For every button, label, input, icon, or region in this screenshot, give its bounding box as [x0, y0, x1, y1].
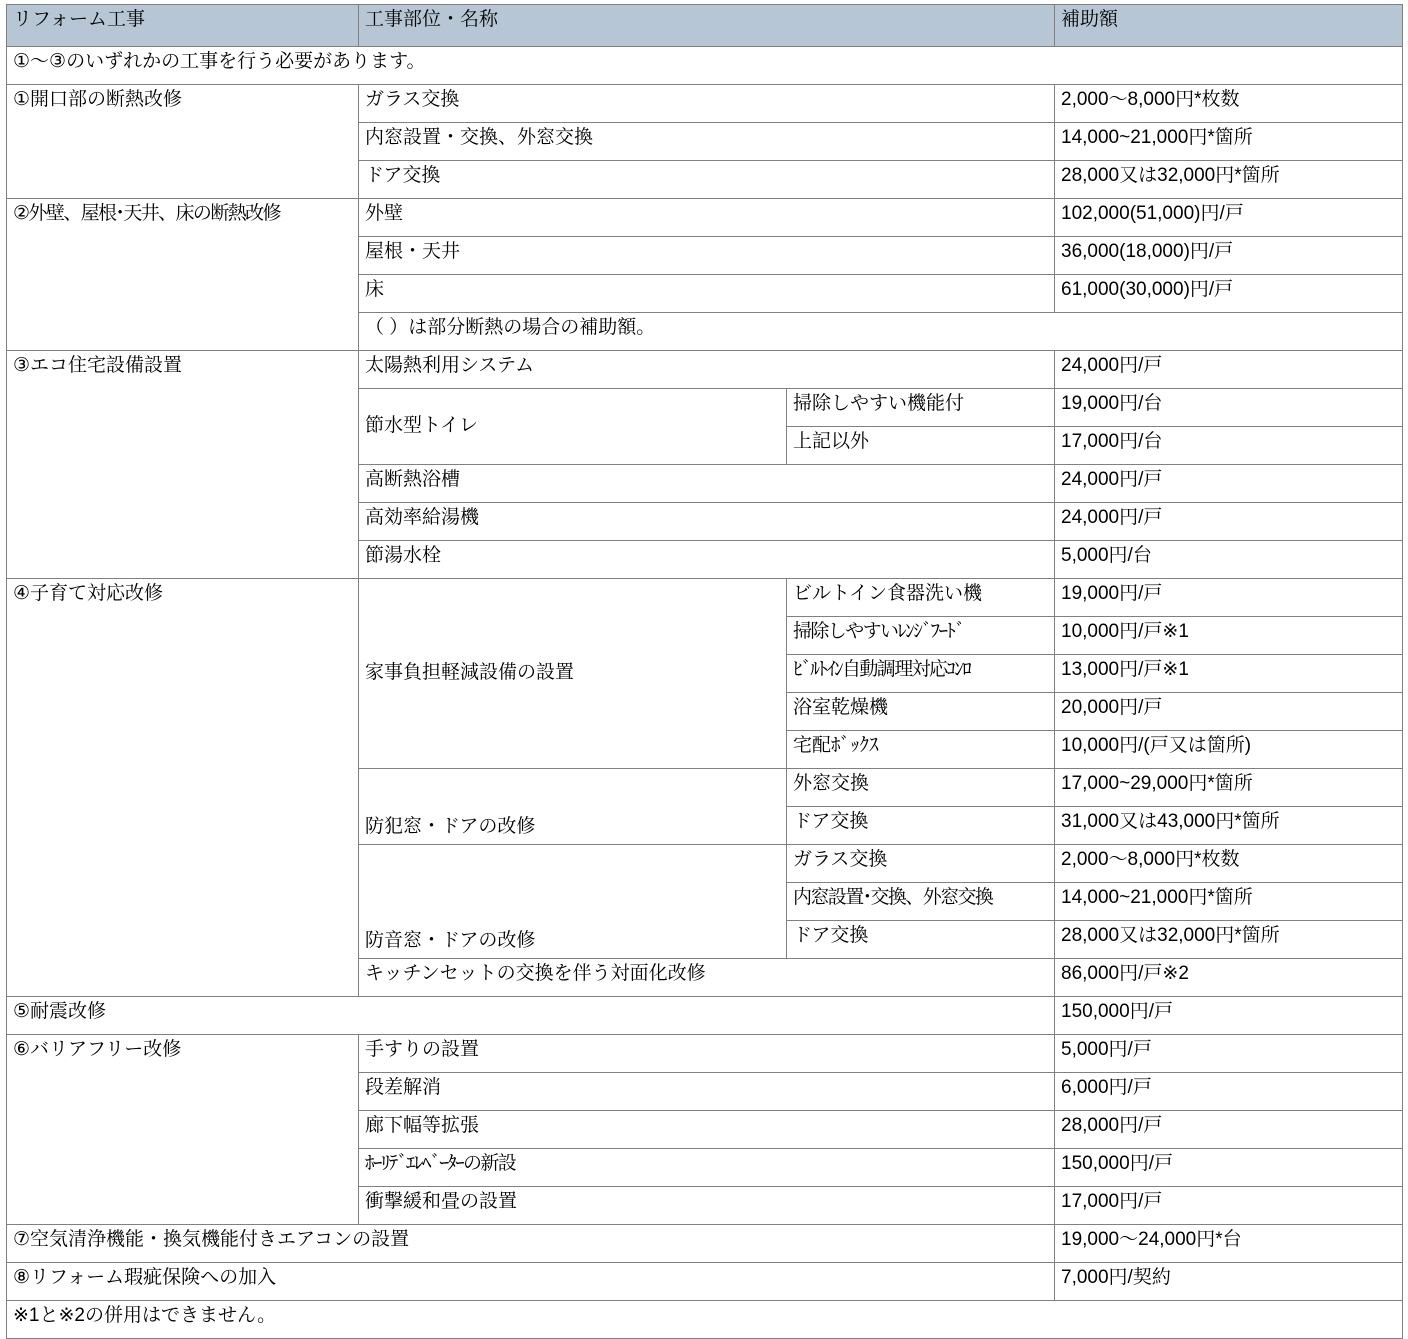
- work-subname: 掃除しやすい機能付: [787, 389, 1055, 427]
- amount: 13,000円/戸※1: [1055, 655, 1403, 693]
- table-row: [7, 47, 1403, 85]
- work-name: 屋根・天井: [359, 237, 1055, 275]
- work-name: 節水型トイレ: [359, 389, 787, 465]
- work-name: キッチンセットの交換を伴う対面化改修: [359, 959, 1055, 997]
- table-row: [7, 579, 1403, 617]
- category-cell-3: ③エコ住宅設備設置: [7, 351, 359, 579]
- work-name: 防音窓・ドアの改修: [359, 845, 787, 959]
- work-name: 太陽熱利用システム: [359, 351, 1055, 389]
- amount: 5,000円/戸: [1055, 1035, 1403, 1073]
- work-name: 床: [359, 275, 1055, 313]
- work-subname: ドア交換: [787, 807, 1055, 845]
- table-row: [7, 199, 1403, 237]
- work-name: 段差解消: [359, 1073, 1055, 1111]
- amount: 150,000円/戸: [1055, 1149, 1403, 1187]
- work-subname: 上記以外: [787, 427, 1055, 465]
- section-note-2: （ ）は部分断熱の場合の補助額。: [359, 313, 1403, 351]
- amount: 24,000円/戸: [1055, 503, 1403, 541]
- work-name: 高効率給湯機: [359, 503, 1055, 541]
- work-subname: 掃除しやすいﾚﾝｼﾞﾌｰﾄﾞ: [787, 617, 1055, 655]
- amount: 10,000円/戸※1: [1055, 617, 1403, 655]
- amount: 19,000円/台: [1055, 389, 1403, 427]
- table-row: [7, 1263, 1403, 1301]
- work-subname: 内窓設置･交換、外窓交換: [787, 883, 1055, 921]
- work-name: 節湯水栓: [359, 541, 1055, 579]
- category-cell-1: ①開口部の断熱改修: [7, 85, 359, 199]
- work-subname: 外窓交換: [787, 769, 1055, 807]
- table-row: [7, 1301, 1403, 1339]
- table-row: [7, 85, 1403, 123]
- amount: 19,000～24,000円*台: [1055, 1225, 1403, 1263]
- amount: 17,000~29,000円*箇所: [1055, 769, 1403, 807]
- amount: 2,000～8,000円*枚数: [1055, 845, 1403, 883]
- amount: 24,000円/戸: [1055, 351, 1403, 389]
- category-cell-5: ⑤耐震改修: [7, 997, 1055, 1035]
- work-subname: ガラス交換: [787, 845, 1055, 883]
- work-name: ドア交換: [359, 161, 1055, 199]
- header-row: [7, 5, 1403, 47]
- amount: 28,000又は32,000円*箇所: [1055, 161, 1403, 199]
- intro-note: ①～③のいずれかの工事を行う必要があります。: [7, 47, 1403, 85]
- subsidy-table: [6, 4, 1403, 1339]
- category-cell-2: ②外壁、屋根･天井、床の断熱改修: [7, 199, 359, 351]
- work-name: ガラス交換: [359, 85, 1055, 123]
- work-name: 廊下幅等拡張: [359, 1111, 1055, 1149]
- category-cell-7: ⑦空気清浄機能・換気機能付きエアコンの設置: [7, 1225, 1055, 1263]
- amount: 14,000~21,000円*箇所: [1055, 883, 1403, 921]
- table-row: [7, 1225, 1403, 1263]
- amount: 36,000(18,000)円/戸: [1055, 237, 1403, 275]
- work-subname: 宅配ﾎﾞｯｸｽ: [787, 731, 1055, 769]
- amount: 10,000円/(戸又は箇所): [1055, 731, 1403, 769]
- amount: 7,000円/契約: [1055, 1263, 1403, 1301]
- amount: 28,000円/戸: [1055, 1111, 1403, 1149]
- amount: 6,000円/戸: [1055, 1073, 1403, 1111]
- work-name: 防犯窓・ドアの改修: [359, 769, 787, 845]
- table-row: [7, 997, 1403, 1035]
- amount: 31,000又は43,000円*箇所: [1055, 807, 1403, 845]
- amount: 5,000円/台: [1055, 541, 1403, 579]
- amount: 150,000円/戸: [1055, 997, 1403, 1035]
- amount: 17,000円/台: [1055, 427, 1403, 465]
- header-subsidy-amount: 補助額: [1055, 5, 1403, 47]
- table-row: [7, 351, 1403, 389]
- amount: 2,000～8,000円*枚数: [1055, 85, 1403, 123]
- work-name: 家事負担軽減設備の設置: [359, 579, 787, 769]
- work-name: ﾎｰﾘﾃﾞｴﾚﾍﾞｰﾀｰの新設: [359, 1149, 1055, 1187]
- header-reform-work: リフォーム工事: [7, 5, 359, 47]
- table-header: [7, 5, 1403, 47]
- category-cell-6: ⑥バリアフリー改修: [7, 1035, 359, 1225]
- amount: 20,000円/戸: [1055, 693, 1403, 731]
- amount: 24,000円/戸: [1055, 465, 1403, 503]
- work-name: 衝撃緩和畳の設置: [359, 1187, 1055, 1225]
- work-subname: 浴室乾燥機: [787, 693, 1055, 731]
- work-subname: ドア交換: [787, 921, 1055, 959]
- work-subname: ﾋﾞﾙﾄｲﾝ自動調理対応ｺﾝﾛ: [787, 655, 1055, 693]
- header-work-part-name: 工事部位・名称: [359, 5, 1055, 47]
- table-row: [7, 1035, 1403, 1073]
- amount: 86,000円/戸※2: [1055, 959, 1403, 997]
- work-name: 外壁: [359, 199, 1055, 237]
- work-name: 手すりの設置: [359, 1035, 1055, 1073]
- work-name: 高断熱浴槽: [359, 465, 1055, 503]
- amount: 14,000~21,000円*箇所: [1055, 123, 1403, 161]
- amount: 17,000円/戸: [1055, 1187, 1403, 1225]
- work-subname: ビルトイン食器洗い機: [787, 579, 1055, 617]
- category-cell-8: ⑧リフォーム瑕疵保険への加入: [7, 1263, 1055, 1301]
- work-name: 内窓設置・交換、外窓交換: [359, 123, 1055, 161]
- amount: 61,000(30,000)円/戸: [1055, 275, 1403, 313]
- category-cell-4: ④子育て対応改修: [7, 579, 359, 997]
- amount: 102,000(51,000)円/戸: [1055, 199, 1403, 237]
- amount: 19,000円/戸: [1055, 579, 1403, 617]
- footer-note: ※1と※2の併用はできません。: [7, 1301, 1403, 1339]
- table-body: [7, 47, 1403, 1339]
- amount: 28,000又は32,000円*箇所: [1055, 921, 1403, 959]
